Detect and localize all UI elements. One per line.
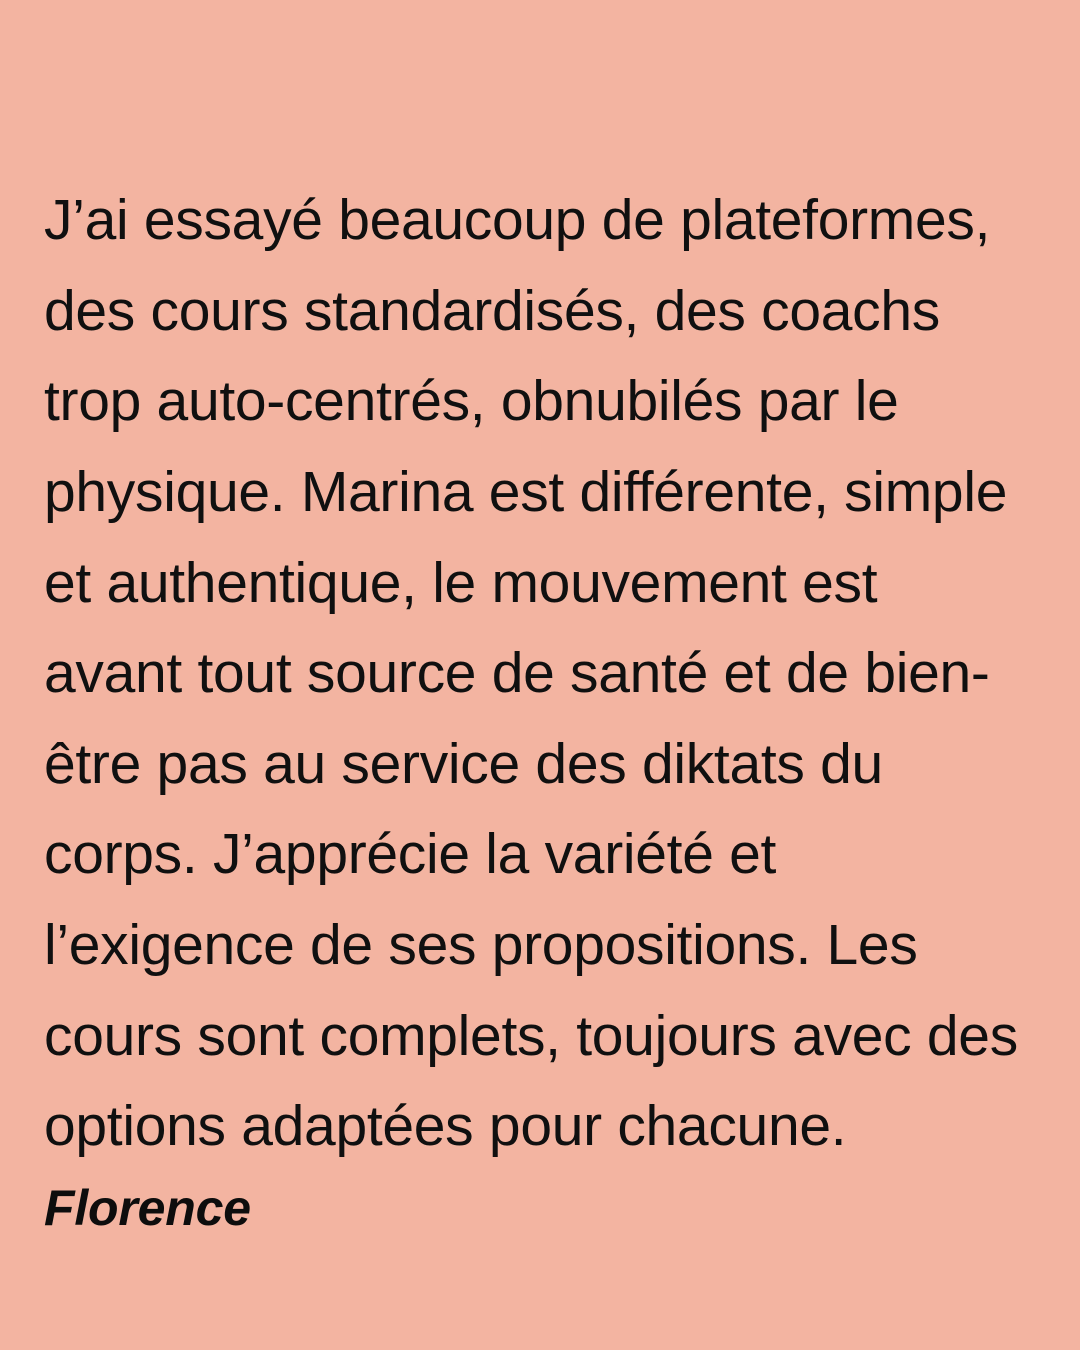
testimonial-author: Florence bbox=[44, 1179, 251, 1236]
testimonial-body: J’ai essayé beaucoup de plateformes, des cours standardisés, des coachs trop auto-centrés, obnubilés par le physique. Marina est différente, simple et authentique, le mouvement est avant tout source de santé et de bien-être pas au service des diktats du corps. J’apprécie la variété et l’exigence de ses propositions. Les cours sont complets, toujours avec des options adaptées pour chacune. bbox=[44, 188, 1034, 1159]
